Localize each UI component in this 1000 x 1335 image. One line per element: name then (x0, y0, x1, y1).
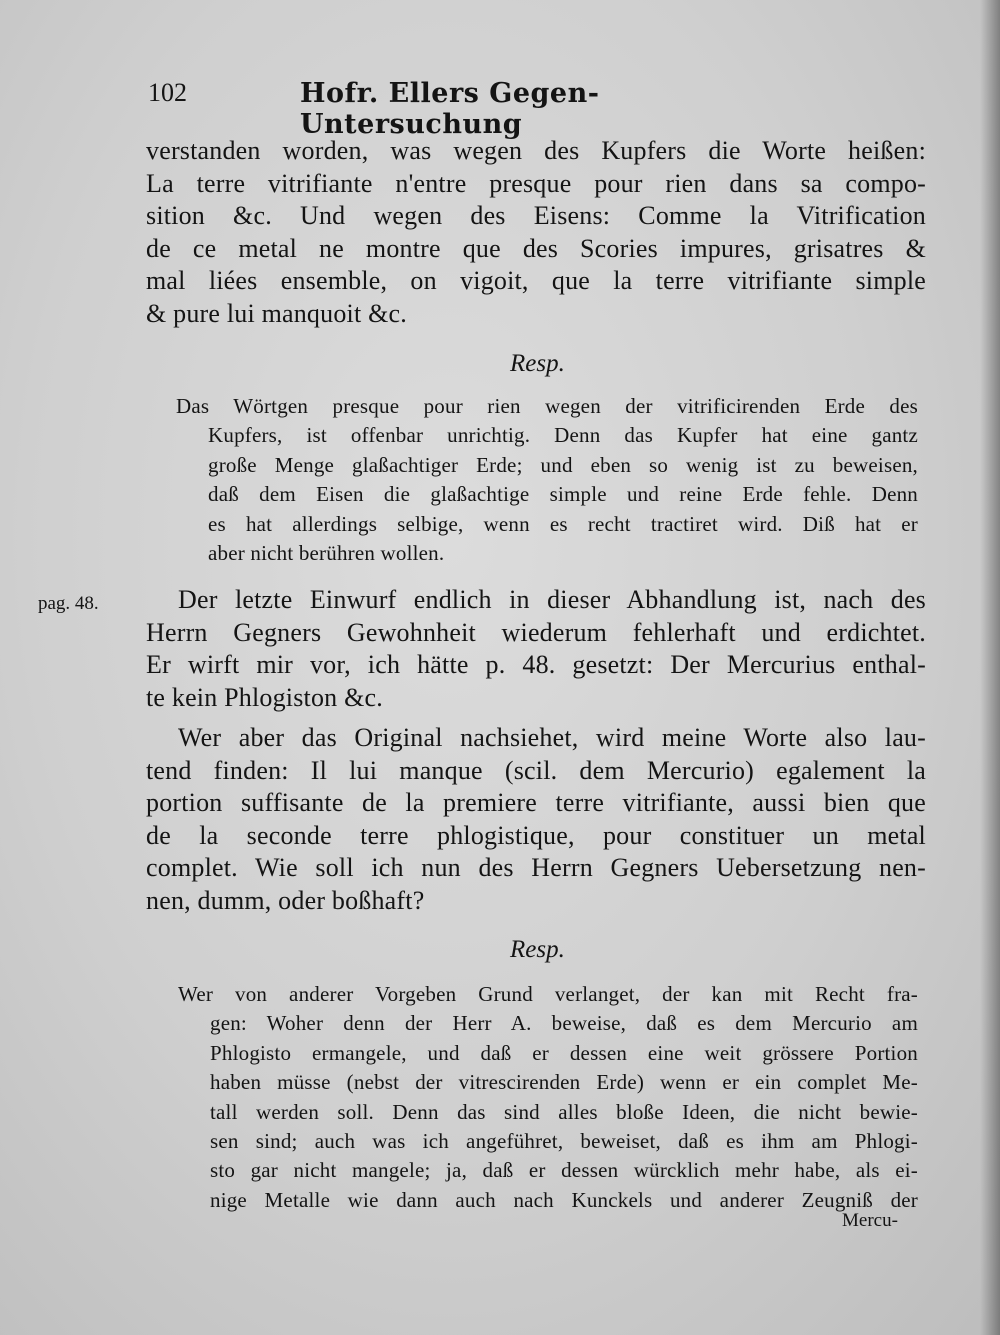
text-line: verstanden worden, was wegen des Kupfers die Worte heißen: (146, 136, 926, 165)
text-line: nige Metalle wie dann auch nach Kunckels und anderer Zeugniß der (210, 1187, 918, 1212)
catchword: Mercu- (842, 1210, 898, 1231)
text-line: sen sind; auch was ich angeführet, beweiset, daß es ihm am Phlogi- (210, 1129, 918, 1154)
text-line: aber nicht berühren wollen. (208, 541, 445, 566)
text-line: Kupfers, ist offenbar unrichtig. Denn das Kupfer hat eine gantz (208, 423, 918, 448)
text-line: es hat allerdings selbige, wenn es recht tractiret wird. Diß hat er (208, 511, 918, 536)
resp-heading: Resp. (510, 350, 565, 377)
text-line: Wer von anderer Vorgeben Grund verlanget, der kan mit Recht fra- (178, 982, 918, 1006)
text-line: de la seconde terre phlogistique, pour constituer un metal (146, 820, 926, 850)
page-number: 102 (148, 78, 187, 107)
text-line: La terre vitrifiante n'entre presque pour rien dans sa compo- (146, 168, 926, 198)
text-line: gen: Woher denn der Herr A. beweise, daß es dem Mercurio am (210, 1011, 918, 1036)
text-line: Er wirft mir vor, ich hätte p. 48. gesetzt: Der Mercurius enthal- (146, 650, 926, 680)
text-line: tend finden: Il lui manque (scil. dem Mercurio) egalement la (146, 755, 926, 785)
text-line: & pure lui manquoit &c. (146, 298, 407, 328)
paragraph-last-objection (146, 584, 926, 714)
text-line: de ce metal ne montre que des Scories impures, grisatres & (146, 233, 926, 263)
resp-heading: Resp. (510, 936, 565, 963)
paragraph-reply-two (178, 980, 918, 1215)
text-line: große Menge glaßachtiger Erde; und eben so wenig ist zu beweisen, (208, 452, 918, 477)
text-line: haben müsse (nebst der vitrescirenden Erde) wenn er ein complet Me- (210, 1070, 918, 1095)
text-line: Herrn Gegners Gewohnheit wiederum fehlerhaft und erdichtet. (146, 617, 926, 647)
paragraph-reply-one (176, 392, 918, 568)
text-line: Wer aber das Original nachsiehet, wird meine Worte also lau- (178, 723, 926, 752)
paragraph-original-check (146, 722, 926, 918)
text-line: complet. Wie soll ich nun des Herrn Gegners Uebersetzung nen- (146, 853, 926, 883)
running-title: Hofr. Ellers Gegen-Untersuchung (300, 78, 600, 140)
text-line: sition &c. Und wegen des Eisens: Comme la Vitrification (146, 201, 926, 231)
text-line: nen, dumm, oder boßhaft? (146, 885, 425, 915)
text-line: Das Wörtgen presque pour rien wegen der vitrificirenden Erde des (176, 394, 918, 418)
text-line: Der letzte Einwurf endlich in dieser Abhandlung ist, nach des (178, 585, 926, 614)
text-line: te kein Phlogiston &c. (146, 682, 383, 712)
text-line: Phlogisto ermangele, und daß er dessen eine weit grössere Portion (210, 1040, 918, 1065)
margin-note: pag. 48. (38, 593, 99, 614)
page-header (148, 78, 768, 140)
text-line: portion suffisante de la premiere terre vitrifiante, aussi bien que (146, 788, 926, 818)
text-line: tall werden soll. Denn das sind alles bloße Ideen, die nicht bewie- (210, 1099, 918, 1124)
paragraph-objection-continued (146, 135, 926, 331)
text-line: mal liées ensemble, on vigoit, que la terre vitrifiante simple (146, 266, 926, 296)
text-line: sto gar nicht mangele; ja, daß er dessen würcklich mehr habe, als ei- (210, 1158, 918, 1183)
text-line: daß dem Eisen die glaßachtige simple und reine Erde fehle. Denn (208, 482, 918, 507)
